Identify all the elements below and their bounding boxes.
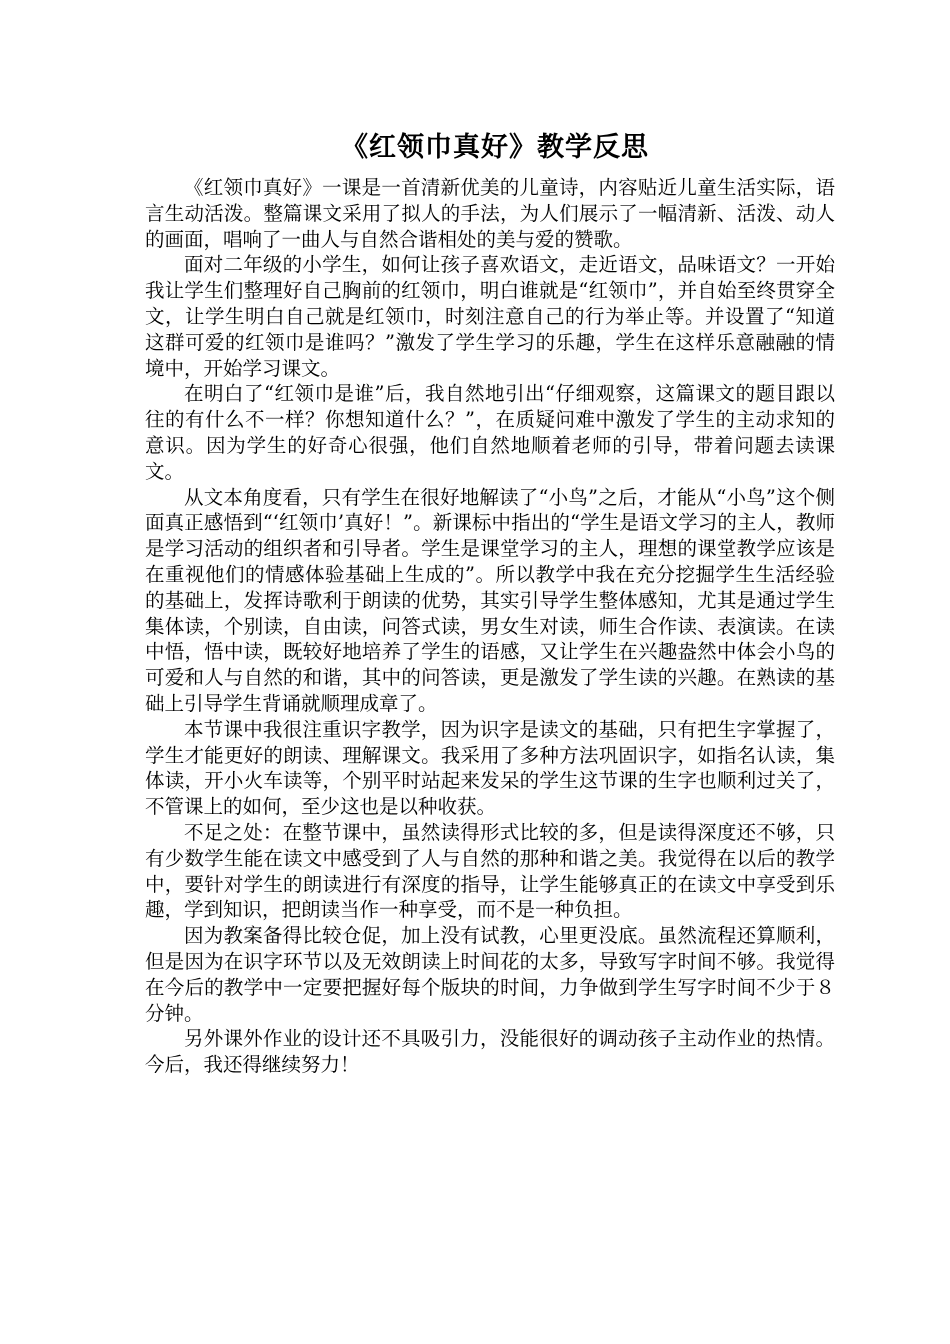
document-title: 《红领巾真好》教学反思	[341, 132, 649, 163]
paragraph: 《红领巾真好》一课是一首清新优美的儿童诗，内容贴近儿童生活实际，语言生动活泼。整篇课文采用了拟人的手法，为人们展示了一幅清新、活泼、动人的画面，唱响了一曲人与自然合谐相处的美与爱的赞歌。	[145, 176, 835, 251]
paragraph: 不足之处：在整节课中，虽然读得形式比较的多，但是读得深度还不够，只有少数学生能在读文中感受到了人与自然的那种和谐之美。我觉得在以后的教学中，要针对学生的朗读进行有深度的指导，让学生能够真正的在读文中享受到乐趣，学到知识，把朗读当作一种享受，而不是一种负担。	[145, 820, 835, 922]
paragraph: 在明白了“红领巾是谁”后，我自然地引出“仔细观察，这篇课文的题目跟以往的有什么不一样？你想知道什么？”，在质疑问难中激发了学生的主动求知的意识。因为学生的好奇心很强，他们自然地顺着老师的引导，带着问题去读课文。	[145, 382, 835, 483]
paragraph: 面对二年级的小学生，如何让孩子喜欢语文，走近语文，品味语文？一开始我让学生们整理好自己胸前的红领巾，明白谁就是“红领巾”，并自始至终贯穿全文，让学生明白自己就是红领巾，时刻注意自己的行为举止等。并设置了“知道这群可爱的红领巾是谁吗？”激发了学生学习的乐趣，学生在这样乐意融融的情境中，开始学习课文。	[145, 253, 835, 380]
document-body	[145, 175, 835, 1078]
paragraph: 从文本角度看，只有学生在很好地解读了“小鸟”之后，才能从“小鸟”这个侧面真正感悟到“‘红领巾’真好！”。新课标中指出的“学生是语文学习的主人，教师是学习活动的组织者和引导者。学生是课堂学习的主人，理想的课堂教学应该是在重视他们的情感体验基础上生成的”。所以教学中我在充分挖掘学生生活经验的基础上，发挥诗歌利于朗读的优势，其实引导学生整体感知，尤其是通过学生集体读，个别读，自由读，问答式读，男女生对读，师生合作读、表演读。在读中悟，悟中读，既较好地培养了学生的语感，又让学生在兴趣盎然中体会小鸟的可爱和人与自然的和谐，其中的问答读，更是激发了学生读的兴趣。在熟读的基础上引导学生背诵就顺理成章了。	[145, 485, 835, 715]
paragraph: 因为教案备得比较仓促，加上没有试教，心里更没底。虽然流程还算顺利，但是因为在识字环节以及无效朗读上时间花的太多，导致写字时间不够。我觉得在今后的教学中一定要把握好每个版块的时间，力争做到学生写字时间不少于８分钟。	[145, 924, 835, 1025]
paragraph: 本节课中我很注重识字教学，因为识字是读文的基础，只有把生字掌握了，学生才能更好的朗读、理解课文。我采用了多种方法巩固识字，如指名认读，集体读，开小火车读等，个别平时站起来发呆的学生这节课的生字也顺利过关了，不管课上的如何，至少这也是以种收获。	[145, 717, 835, 819]
paragraph: 另外课外作业的设计还不具吸引力，没能很好的调动孩子主动作业的热情。今后，我还得继续努力！	[145, 1027, 835, 1077]
